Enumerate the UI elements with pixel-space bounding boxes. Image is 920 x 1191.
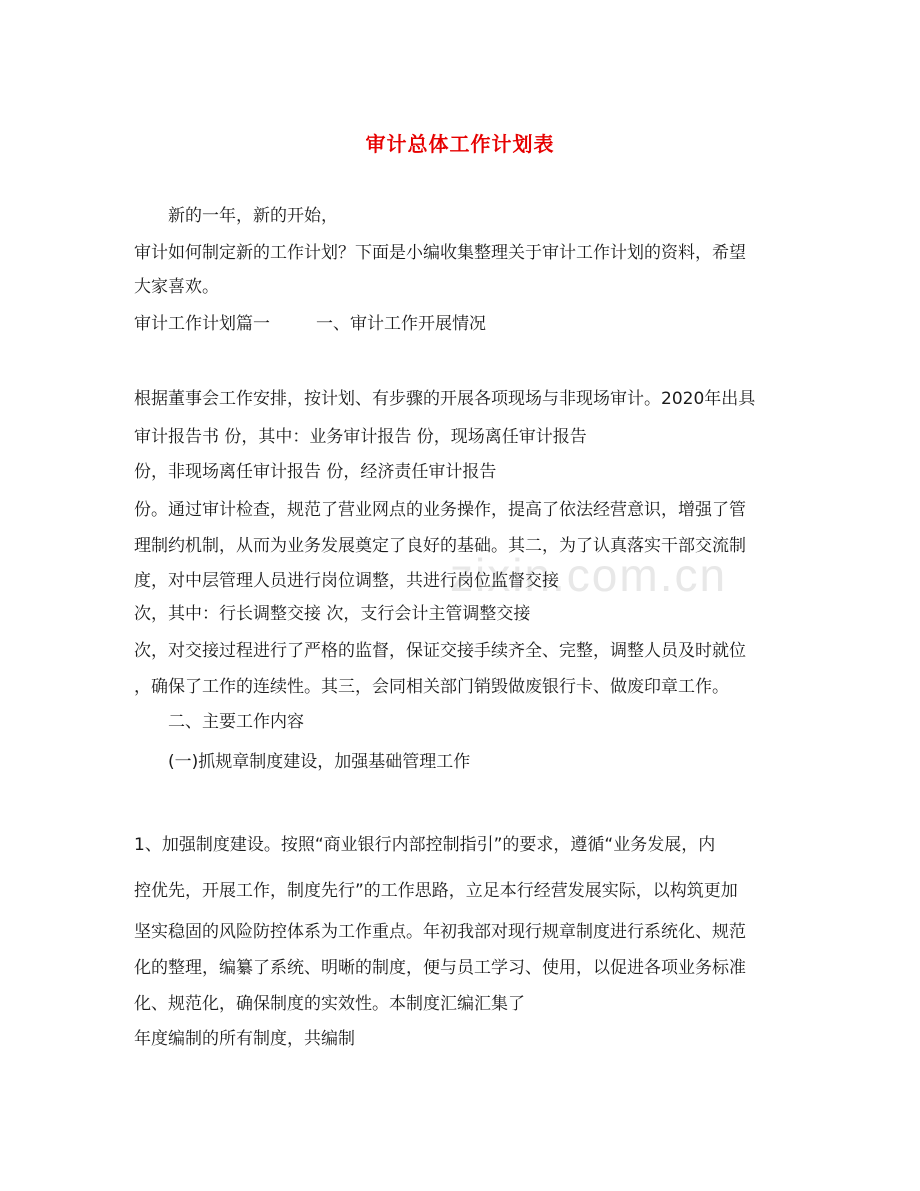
paragraph-line: 审计如何制定新的工作计划？下面是小编收集整理关于审计工作计划的资料，希望: [134, 243, 746, 263]
paragraph-line: 份。通过审计检查，规范了营业网点的业务操作，提高了依法经营意识，增强了管: [134, 500, 746, 520]
paragraph-line: 年度编制的所有制度，共编制: [134, 1029, 355, 1049]
paragraph-line: ，确保了工作的连续性。其三，会同相关部门销毁做废银行卡、做废印章工作。: [134, 677, 729, 697]
paragraph-line: 大家喜欢。: [134, 277, 219, 297]
paragraph-line: 新的一年，新的开始，: [168, 206, 338, 226]
paragraph-line: 坚实稳固的风险防控体系为工作重点。年初我部对现行规章制度进行系统化、规范: [134, 922, 746, 942]
paragraph-line: 根据董事会工作安排，按计划、有步骤的开展各项现场与非现场审计。2020年出具: [134, 389, 756, 409]
section-label: 审计工作计划篇一: [134, 314, 270, 334]
paragraph-line: 度，对中层管理人员进行岗位调整，共进行岗位监督交接: [134, 571, 559, 591]
paragraph-line: 份，非现场离任审计报告 份，经济责任审计报告: [134, 462, 497, 482]
subsection-heading: (一)抓规章制度建设，加强基础管理工作: [168, 752, 471, 772]
paragraph-line: 1、加强制度建设。按照“商业银行内部控制指引”的要求，遵循“业务发展，内: [134, 835, 716, 855]
section-heading: 二、主要工作内容: [168, 712, 304, 732]
paragraph-line: 审计报告书 份，其中：业务审计报告 份，现场离任审计报告: [134, 427, 587, 447]
watermark: zixin.com.cn: [450, 549, 728, 601]
paragraph-line: 次，其中：行长调整交接 次，支行会计主管调整交接: [134, 604, 531, 624]
section-subtitle: 一、审计工作开展情况: [316, 314, 486, 334]
paragraph-line: 控优先，开展工作，制度先行”的工作思路，立足本行经营发展实际，以构筑更加: [134, 881, 738, 901]
paragraph-line: 理制约机制，从而为业务发展奠定了良好的基础。其二，为了认真落实干部交流制: [134, 536, 746, 556]
document-title: 审计总体工作计划表: [365, 132, 555, 156]
paragraph-line: 化、规范化，确保制度的实效性。本制度汇编汇集了: [134, 994, 525, 1014]
paragraph-line: 次，对交接过程进行了严格的监督，保证交接手续齐全、完整，调整人员及时就位: [134, 641, 746, 661]
section-heading: [134, 313, 486, 335]
paragraph-line: 化的整理，编纂了系统、明晰的制度，便与员工学习、使用，以促进各项业务标准: [134, 958, 746, 978]
